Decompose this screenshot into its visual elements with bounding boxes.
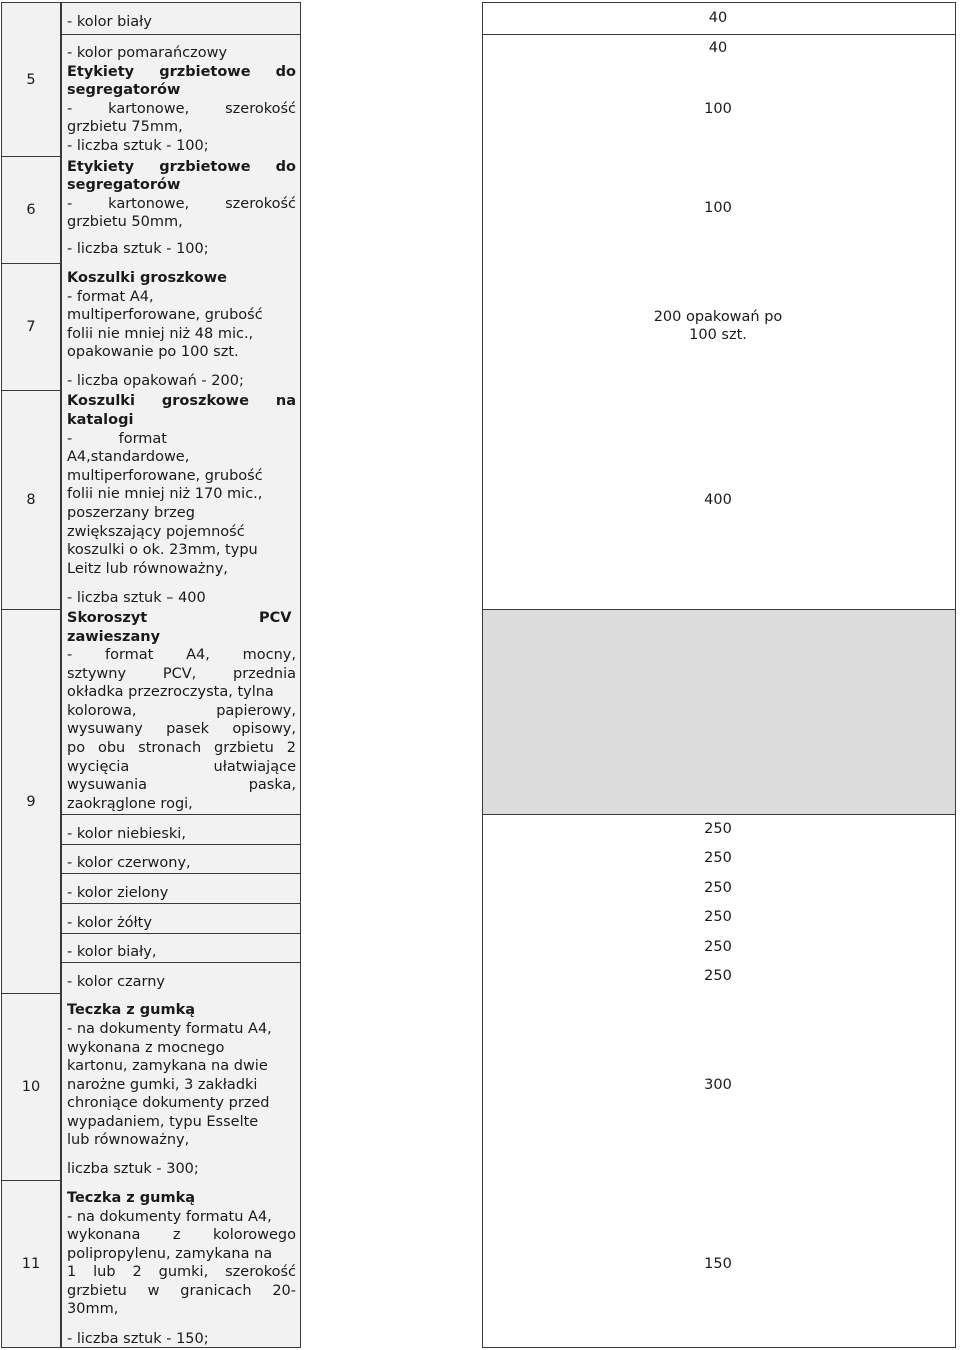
quantity-value: 250 (704, 909, 732, 925)
item-description: poszerzany brzeg (67, 505, 195, 521)
row-divider (61, 933, 301, 934)
row-number-8 (1, 390, 61, 610)
row-divider (61, 873, 301, 874)
quantity-value: 100 (704, 101, 732, 117)
color-option-white: - kolor biały, (67, 944, 157, 960)
item-description: multiperforowane, grubość (67, 307, 263, 323)
quantity-value: 40 (708, 10, 728, 26)
row-divider (61, 2, 301, 3)
item-description: wykonana z kolorowego (67, 1227, 296, 1243)
row-number-label: 8 (26, 492, 36, 508)
color-option-blue: - kolor niebieski, (67, 826, 186, 842)
item-quantity-text: - liczba opakowań - 200; (67, 373, 244, 389)
row-divider (482, 609, 956, 610)
quantity-value: 150 (704, 1256, 732, 1272)
color-option-yellow: - kolor żółty (67, 915, 152, 931)
row-divider (482, 1347, 956, 1348)
color-option-orange: - kolor pomarańczowy (67, 45, 228, 61)
item-title: Skoroszyt (67, 610, 148, 626)
item-description: wysuwania paska, (67, 777, 296, 793)
row-number-10 (1, 993, 61, 1181)
item-description: chroniące dokumenty przed (67, 1095, 270, 1111)
quantity-value: 40 (708, 40, 728, 56)
item-title: Etykiety grzbietowe do (67, 159, 296, 175)
item-description: sztywny PCV, przednia (67, 666, 296, 682)
item-description: - na dokumenty formatu A4, (67, 1021, 272, 1037)
row-divider (482, 2, 956, 3)
row-divider (61, 903, 301, 904)
row-number-6 (1, 156, 61, 264)
row-number-label: 6 (26, 202, 36, 218)
row-divider (61, 844, 301, 845)
item-title: Koszulki groszkowe na (67, 393, 296, 409)
item-description: 30mm, (67, 1301, 119, 1317)
shaded-cell (483, 609, 955, 814)
item-description: okładka przezroczysta, tylna (67, 684, 274, 700)
color-option-black: - kolor czarny (67, 974, 166, 990)
item-title: Teczka z gumką (67, 1190, 196, 1206)
item-description: lub równoważny, (67, 1132, 190, 1148)
item-description: kartonu, zamykana na dwie (67, 1058, 268, 1074)
column-divider (61, 2, 62, 1348)
quantity-value: 100 szt. (689, 327, 747, 343)
item-description: po obu stronach grzbietu 2 (67, 740, 296, 756)
quantity-value: 200 opakowań po (653, 309, 783, 325)
item-title: segregatorów (67, 177, 181, 193)
row-number-9 (1, 609, 61, 994)
item-description: - kartonowe, szerokość (67, 196, 296, 212)
color-option-red: - kolor czerwony, (67, 855, 191, 871)
item-description: wypadaniem, typu Esselte (67, 1114, 259, 1130)
item-description: - format A4, mocny, (67, 647, 296, 663)
quantity-value: 250 (704, 880, 732, 896)
row-number-label: 10 (21, 1079, 41, 1095)
item-description: grzbietu w granicach 20- (67, 1283, 296, 1299)
row-divider (61, 962, 301, 963)
item-quantity-text: - liczba sztuk - 100; (67, 241, 209, 257)
color-option-green: - kolor zielony (67, 885, 169, 901)
quantity-value: 250 (704, 821, 732, 837)
item-title: zawieszany (67, 629, 161, 645)
item-description: grzbietu 75mm, (67, 119, 183, 135)
item-description: opakowanie po 100 szt. (67, 344, 239, 360)
item-quantity-text: - liczba sztuk - 100; (67, 138, 209, 154)
row-number-label: 7 (26, 319, 36, 335)
item-title: segregatorów (67, 82, 181, 98)
color-option-white: - kolor biały (67, 14, 152, 30)
column-divider (300, 2, 301, 1348)
item-description: folii nie mniej niż 48 mic., (67, 326, 254, 342)
row-number-7 (1, 263, 61, 391)
row-number-11 (1, 1180, 61, 1348)
row-number-label: 9 (26, 793, 36, 810)
item-description: koszulki o ok. 23mm, typu (67, 542, 258, 558)
item-description: zaokrąglone rogi, (67, 796, 193, 812)
item-description: 1 lub 2 gumki, szerokość (67, 1264, 296, 1280)
item-title: katalogi (67, 412, 134, 428)
item-description: wycięcia ułatwiające (67, 759, 296, 775)
item-description: Leitz lub równoważny, (67, 561, 228, 577)
quantity-value: 250 (704, 939, 732, 955)
row-number-label: 11 (21, 1256, 41, 1272)
row-divider (61, 814, 301, 815)
item-quantity-text: liczba sztuk - 300; (67, 1161, 199, 1177)
quantity-value: 250 (704, 850, 732, 866)
item-description: wykonana z mocnego (67, 1040, 225, 1056)
item-description: A4,standardowe, (67, 449, 190, 465)
row-number-5 (1, 2, 61, 157)
quantity-value: 300 (704, 1077, 732, 1093)
item-description: - format (67, 431, 167, 447)
item-description: multiperforowane, grubość (67, 468, 263, 484)
item-description: zwiększający pojemność (67, 524, 245, 540)
item-description: kolorowa, papierowy, (67, 703, 296, 719)
item-description: - na dokumenty formatu A4, (67, 1209, 272, 1225)
quantity-value: 100 (704, 200, 732, 216)
item-title: Teczka z gumką (67, 1002, 196, 1018)
quantity-value: 400 (704, 492, 732, 508)
item-title: Koszulki groszkowe (67, 270, 227, 286)
item-description: polipropylenu, zamykana na (67, 1246, 273, 1262)
item-quantity-text: - liczba sztuk – 400 (67, 590, 206, 606)
column-divider (955, 2, 956, 1348)
quantity-value: 250 (704, 968, 732, 984)
row-number-label: 5 (26, 71, 36, 88)
item-title: PCV (259, 610, 292, 626)
row-divider (482, 814, 956, 815)
item-description: wysuwany pasek opisowy, (67, 721, 296, 737)
item-description: - kartonowe, szerokość (67, 101, 296, 117)
item-description: narożne gumki, 3 zakładki (67, 1077, 258, 1093)
item-description: grzbietu 50mm, (67, 214, 183, 230)
item-description: - format A4, (67, 289, 154, 305)
item-title: Etykiety grzbietowe do (67, 64, 296, 80)
item-description: folii nie mniej niż 170 mic., (67, 486, 263, 502)
row-divider (61, 34, 301, 35)
item-quantity-text: - liczba sztuk - 150; (67, 1331, 209, 1347)
row-divider (482, 34, 956, 35)
